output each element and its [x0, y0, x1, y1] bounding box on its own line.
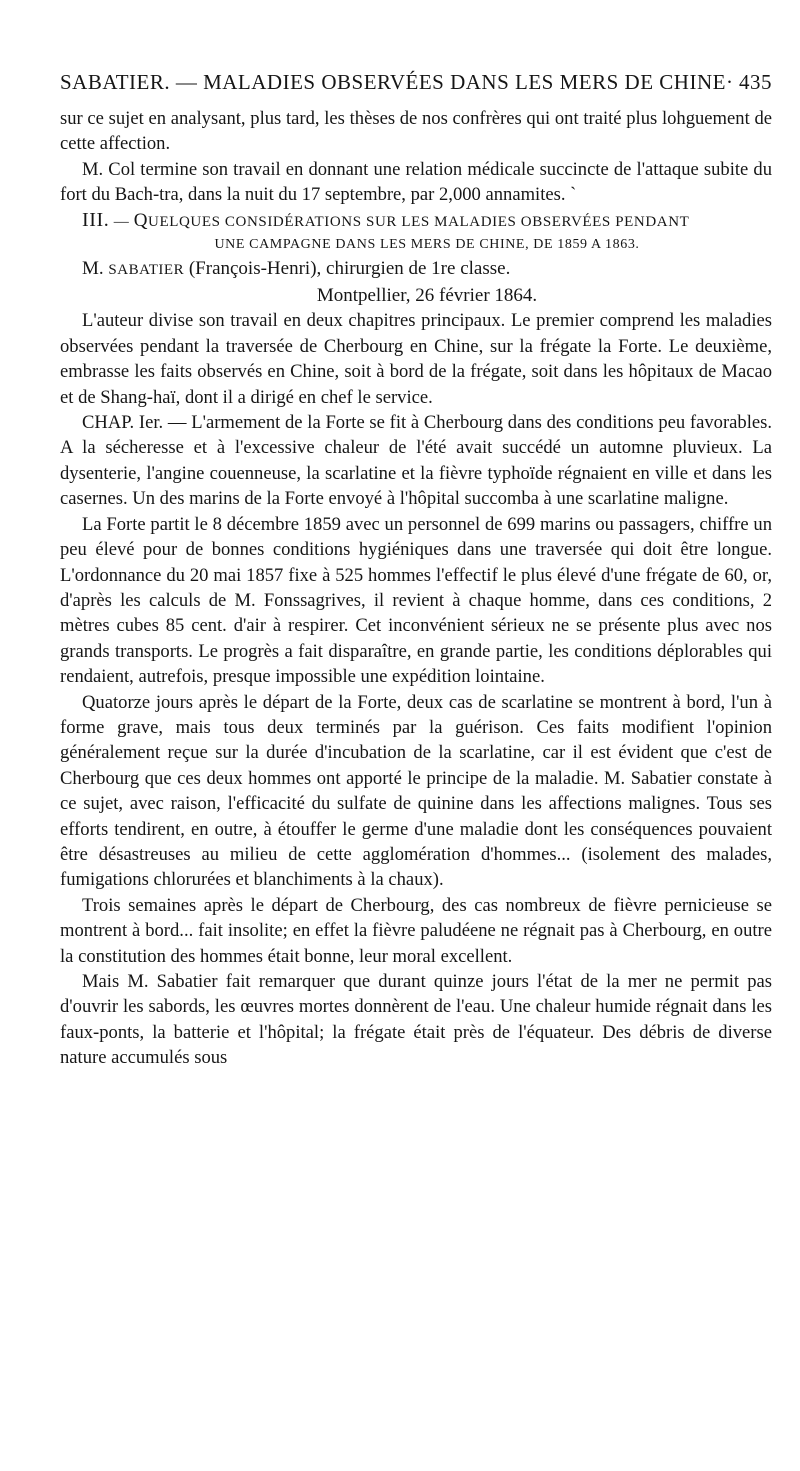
- section-title-line1: UELQUES CONSIDÉRATIONS SUR LES MALADIES OBSERVÉES PENDANT: [148, 213, 690, 230]
- running-header: [60, 70, 772, 95]
- page-number: 435: [739, 70, 772, 94]
- section-title-initial: Q: [133, 209, 149, 231]
- paragraph-6: Mais M. Sabatier fait remarquer que durant quinze jours l'état de la mer ne permit pas d'ouvrir les sabords, les œuvres mortes donnèrent de l'eau. Une chaleur humide régnait dans les faux-ponts, la batterie et l'hôpital; la frégate était près de l'équateur. Des débris de diverse nature accumulés sous: [60, 971, 772, 1069]
- dateline: Montpellier, 26 février 1864.: [316, 285, 538, 307]
- col-paragraph: M. Col termine son travail en donnant une relation médicale succincte de l'attaque subite du fort du Bach-tra, dans la nuit du 17 septembre, par 2,000 annamites. ˋ: [60, 158, 772, 206]
- page-body: [60, 106, 772, 1071]
- author-line: [60, 256, 772, 283]
- running-title: SABATIER. — MALADIES OBSERVÉES DANS LES MERS DE CHINE·: [60, 70, 734, 94]
- section-title-line2: UNE CAMPAGNE DANS LES MERS DE CHINE, DE 1859 A 1863.: [214, 236, 640, 252]
- paragraph-5: Trois semaines après le départ de Cherbourg, des cas nombreux de fièvre pernicieuse se montrent à bord... fait insolite; en effet la fièvre paludéene ne régnait pas à Cherbourg, en outre la constitution des hommes était bonne, leur moral excellent.: [60, 894, 772, 967]
- section-number: III.: [82, 208, 110, 231]
- paragraph-4: Quatorze jours après le départ de la Forte, deux cas de scarlatine se montrent à bord, l'un à forme grave, mais tous deux terminés par la guérison. Ces faits modifient l'opinion généralement reçue sur la durée d'incubation de la scarlatine, car il est évident que c'est de Cherbourg que ces deux hommes ont apporté le principe de la maladie. M. Sabatier constate à ce sujet, avec raison, l'efficacité du sulfate de quinine dans les affections malignes. Tous ses efforts tendirent, en outre, à étouffer le germe d'une maladie dont les conséquences pouvaient être désastreuses au milieu de cette agglomération d'hommes... (isolement des malades, fumigations chlorurées et blanchiments à la chaux).: [60, 691, 772, 891]
- author-name: SABATIER: [108, 261, 185, 278]
- author-details: (François-Henri), chirurgien de 1re classe.: [184, 257, 511, 279]
- paragraph-3: La Forte partit le 8 décembre 1859 avec un personnel de 699 marins ou passagers, chiffre un peu élevé pour de bonnes conditions hygiéniques dans une traversée qui doit être longue. L'ordonnance du 20 mai 1857 fixe à 525 hommes l'effectif le plus élevé d'une frégate de 60, or, d'après les calculs de M. Fonssagrives, il revient à chaque homme, dans ces conditions, 2 mètres cubes 85 cent. d'air à respirer. Cet inconvénient sérieux ne se présente plus avec nos grands transports. Le progrès a fait disparaître, en grande partie, les conditions déplorables qui rendaient, autrefois, presque impossible une expédition lointaine.: [60, 513, 772, 688]
- intro-paragraph: sur ce sujet en analysant, plus tard, les thèses de nos confrères qui ont traité plus lohguement de cette affection.: [60, 108, 772, 155]
- paragraph-1: L'auteur divise son travail en deux chapitres principaux. Le premier comprend les maladies observées pendant la traversée de Cherbourg en Chine, sur la frégate la Forte. Le deuxième, embrasse les faits observés en Chine, soit à bord de la frégate, soit dans les hôpitaux de Macao et de Shang-haï, dont il a dirigé en chef le service.: [60, 310, 772, 408]
- paragraph-2: CHAP. Ier. — L'armement de la Forte se fit à Cherbourg dans des conditions peu favorables. A la sécheresse et à l'excessive chaleur de l'été avait succédé un automne pluvieux. La dysenterie, l'angine couenneuse, la scarlatine et la fièvre typhoïde régnaient en ville et dans les casernes. Un des marins de la Forte envoyé à l'hôpital succomba à une scarlatine maligne.: [60, 412, 772, 510]
- section-title: III. — QUELQUES CONSIDÉRATIONS SUR LES MALADIES OBSERVÉES PENDANT: [82, 208, 690, 231]
- author-prefix: M.: [82, 257, 109, 279]
